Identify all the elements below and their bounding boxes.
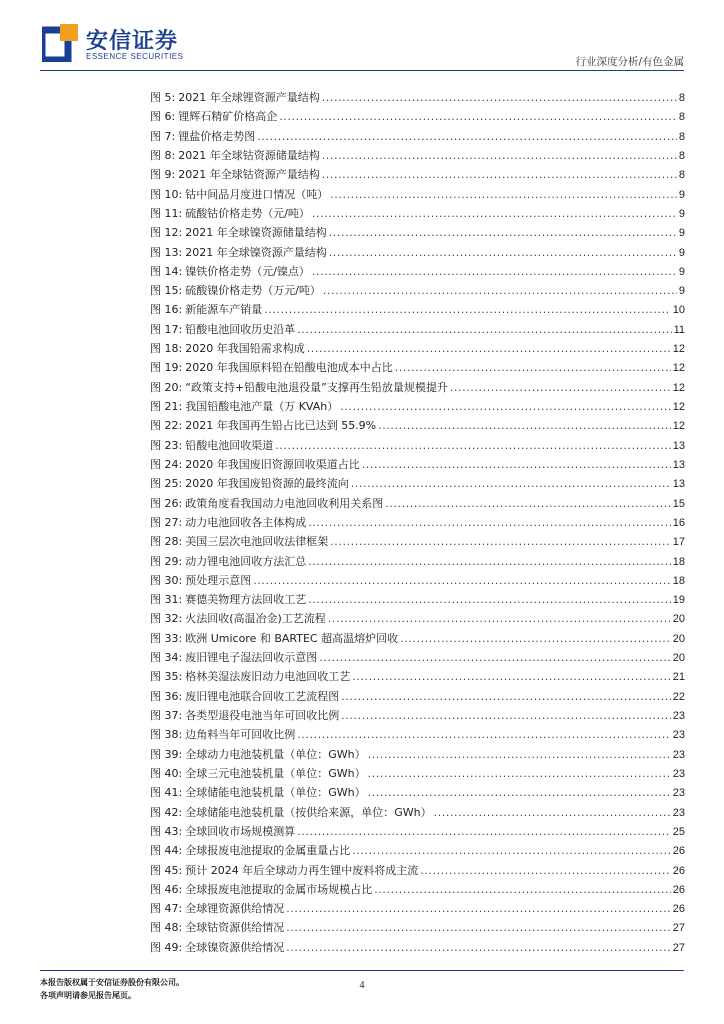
toc-entry[interactable] xyxy=(150,339,685,358)
figure-title: 锂盐价格走势图 xyxy=(178,129,256,143)
dot-leader xyxy=(378,416,671,435)
toc-entry[interactable] xyxy=(150,416,685,435)
toc-entry[interactable] xyxy=(150,223,685,242)
figure-number: 图 32: xyxy=(150,612,183,626)
figure-number: 图 45: xyxy=(150,863,183,877)
figure-number: 图 5: xyxy=(150,91,176,104)
figure-page-number: 8 xyxy=(678,149,685,162)
figure-title: 全球回收市场规模测算 xyxy=(185,824,296,838)
figure-title: 2020 年我国废旧资源回收渠道占比 xyxy=(185,457,360,471)
figure-number: 图 29: xyxy=(150,554,183,568)
dot-leader xyxy=(297,822,671,841)
figure-number: 图 42: xyxy=(150,805,183,819)
toc-entry[interactable] xyxy=(150,609,685,628)
dot-leader xyxy=(312,204,677,223)
figure-page-number: 9 xyxy=(678,246,685,259)
figure-page-number: 22 xyxy=(672,690,685,703)
dot-leader xyxy=(257,127,677,146)
company-logo xyxy=(42,24,222,66)
toc-entry[interactable] xyxy=(150,803,685,822)
toc-entry[interactable] xyxy=(150,513,685,532)
dot-leader xyxy=(297,320,671,339)
figure-title: 2020 年我国废铅资源的最终流向 xyxy=(185,477,349,491)
disclaimer-notice: 各项声明请参见报告尾页。 xyxy=(40,991,136,1000)
figure-title: 全球动力电池装机量（单位：GWh） xyxy=(185,747,366,761)
page-number: 4 xyxy=(359,980,365,991)
toc-entry[interactable] xyxy=(150,281,685,300)
figure-page-number: 25 xyxy=(672,825,685,838)
figure-number: 图 28: xyxy=(150,535,183,549)
toc-entry[interactable] xyxy=(150,436,685,455)
dot-leader xyxy=(275,436,671,455)
figure-page-number: 23 xyxy=(672,729,685,742)
figure-page-number: 27 xyxy=(672,922,685,935)
dot-leader xyxy=(374,880,671,899)
figure-page-number: 9 xyxy=(678,285,685,298)
figure-title: 锂辉石精矿价格高企 xyxy=(178,110,278,124)
dot-leader xyxy=(362,455,671,474)
figure-number: 图 26: xyxy=(150,496,183,510)
figure-title: 铅酸电池回收渠道 xyxy=(185,438,274,452)
figure-number: 图 49: xyxy=(150,940,183,954)
figure-number: 图 14: xyxy=(150,264,183,278)
dot-leader xyxy=(307,339,671,358)
dot-leader xyxy=(400,629,671,648)
dot-leader xyxy=(312,262,677,281)
toc-entry[interactable] xyxy=(150,474,685,493)
figure-number: 图 46: xyxy=(150,882,183,896)
figure-page-number: 20 xyxy=(672,632,685,645)
figure-page-number: 23 xyxy=(672,710,685,722)
figure-title: 2021 年我国再生铅占比已达到 55.9% xyxy=(185,419,377,433)
figure-number: 图 47: xyxy=(150,902,183,916)
figure-page-number: 26 xyxy=(672,883,685,896)
toc-entry[interactable] xyxy=(150,899,685,918)
figure-number: 图 24: xyxy=(150,457,183,471)
figure-number: 图 22: xyxy=(150,419,183,433)
figure-title: 2021 年全球镍资源储量结构 xyxy=(185,226,327,240)
figure-number: 图 31: xyxy=(150,593,183,607)
figure-page-number: 9 xyxy=(678,227,685,240)
figure-page-number: 12 xyxy=(672,420,685,433)
figure-page-number: 23 xyxy=(672,767,685,780)
copyright-notice: 本报告版权属于安信证券股份有限公司。 xyxy=(40,978,184,987)
figure-number: 图 17: xyxy=(150,322,183,336)
brand-name-en: ESSENCE SECURITIES xyxy=(86,52,184,61)
dot-leader xyxy=(319,648,671,667)
figure-number: 图 43: xyxy=(150,824,183,838)
figure-title: 欧洲 Umicore 和 BARTEC 超高温熔炉回收 xyxy=(185,631,399,645)
figure-number: 图 15: xyxy=(150,284,183,298)
toc-entry[interactable] xyxy=(150,185,685,204)
figure-page-number: 20 xyxy=(672,652,685,665)
figure-title: 新能源车产销量 xyxy=(185,303,263,317)
dot-leader xyxy=(352,667,671,686)
figure-title: 硫酸钴价格走势（元/吨） xyxy=(185,206,310,220)
figure-number: 图 38: xyxy=(150,728,183,742)
figure-page-number: 20 xyxy=(672,613,685,626)
figure-title: 全球钴资源供给情况 xyxy=(185,921,285,935)
figure-page-number: 12 xyxy=(672,381,685,394)
figure-title: 美国三层次电池回收法律框架 xyxy=(185,535,329,549)
dot-leader xyxy=(308,552,671,571)
figure-page-number: 11 xyxy=(673,323,685,336)
dot-leader xyxy=(328,609,671,628)
figure-title: 2021 年全球钴资源储量结构 xyxy=(178,148,320,162)
figure-number: 图 20: xyxy=(150,380,183,394)
figure-page-number: 13 xyxy=(672,458,685,471)
toc-entry[interactable] xyxy=(150,378,685,397)
figure-page-number: 26 xyxy=(672,845,685,858)
figure-title: 预处理示意图 xyxy=(185,573,252,587)
dot-leader xyxy=(322,146,677,165)
figure-number: 图 9: xyxy=(150,168,176,182)
figure-title: 全球锂资源供给情况 xyxy=(185,902,285,916)
figure-number: 图 35: xyxy=(150,670,183,684)
toc-entry[interactable] xyxy=(150,107,685,126)
toc-entry[interactable] xyxy=(150,667,685,686)
report-category: 行业深度分析/有色金属 xyxy=(575,56,684,68)
figure-page-number: 13 xyxy=(672,478,685,491)
dot-leader xyxy=(368,764,671,783)
figure-number: 图 41: xyxy=(150,786,183,800)
dot-leader xyxy=(297,725,671,744)
toc-entry[interactable] xyxy=(150,629,685,648)
dot-leader xyxy=(286,938,671,957)
logo-mark-icon xyxy=(42,24,78,62)
figure-page-number: 23 xyxy=(672,787,685,800)
figure-title: 全球储能电池装机量（单位：GWh） xyxy=(185,786,366,800)
figure-number: 图 23: xyxy=(150,438,183,452)
figure-number: 图 8: xyxy=(150,148,176,162)
figure-number: 图 10: xyxy=(150,187,183,201)
toc-entry[interactable] xyxy=(150,861,685,880)
figure-number: 图 7: xyxy=(150,129,176,143)
dot-leader xyxy=(341,687,671,706)
toc-entry[interactable] xyxy=(150,783,685,802)
figure-number: 图 48: xyxy=(150,921,183,935)
figure-page-number: 8 xyxy=(678,130,685,143)
dot-leader xyxy=(323,281,677,300)
dot-leader xyxy=(395,358,671,377)
toc-entry[interactable] xyxy=(150,706,685,725)
figure-page-number: 12 xyxy=(672,343,685,356)
dot-leader xyxy=(450,378,671,397)
figure-title: 我国铅酸电池产量（万 KVAh） xyxy=(185,400,339,413)
toc-entry[interactable] xyxy=(150,841,685,860)
figure-number: 图 16: xyxy=(150,303,183,317)
figure-page-number: 23 xyxy=(672,748,685,761)
figure-page-number: 16 xyxy=(672,516,685,529)
figure-title: 2020 年我国铅需求构成 xyxy=(185,342,305,356)
figure-title: 赛德美物理方法回收工艺 xyxy=(185,593,307,607)
toc-entry[interactable] xyxy=(150,687,685,706)
figure-title: 各类型退役电池当年可回收比例 xyxy=(185,709,340,722)
figure-title: 2020 年我国原料铅在铅酸电池成本中占比 xyxy=(185,361,393,375)
toc-entry[interactable] xyxy=(150,127,685,146)
dot-leader xyxy=(352,841,671,860)
figure-number: 图 19: xyxy=(150,361,183,375)
figure-page-number: 18 xyxy=(672,574,685,587)
toc-entry[interactable] xyxy=(150,455,685,474)
figure-number: 图 12: xyxy=(150,226,183,240)
dot-leader xyxy=(308,590,671,609)
figure-number: 图 27: xyxy=(150,515,183,529)
dot-leader xyxy=(420,861,671,880)
figure-number: 图 30: xyxy=(150,573,183,587)
figure-number: 图 6: xyxy=(150,110,176,124)
figure-title: 铅酸电池回收历史沿革 xyxy=(185,322,296,336)
figure-page-number: 9 xyxy=(678,188,685,201)
figure-page-number: 21 xyxy=(672,671,685,684)
figure-title: 废旧锂电子湿法回收示意图 xyxy=(185,651,318,665)
figure-number: 图 18: xyxy=(150,342,183,356)
figure-number: 图 13: xyxy=(150,245,183,259)
dot-leader xyxy=(368,783,671,802)
dot-leader xyxy=(264,300,671,319)
figure-title: 全球储能电池装机量（按供给来源，单位：GWh） xyxy=(185,805,432,819)
dot-leader xyxy=(341,706,671,725)
figure-number: 图 25: xyxy=(150,477,183,491)
dot-leader xyxy=(351,474,671,493)
toc-entry[interactable] xyxy=(150,146,685,165)
dot-leader xyxy=(286,899,671,918)
figure-number: 图 40: xyxy=(150,766,183,780)
figure-title: 硫酸镍价格走势（万元/吨） xyxy=(185,284,321,298)
dot-leader xyxy=(322,88,677,107)
header-divider xyxy=(40,70,684,71)
brand-name-cn: 安信证券 xyxy=(86,29,179,54)
figure-title: 全球报废电池提取的金属市场规模占比 xyxy=(185,882,373,896)
toc-entry[interactable] xyxy=(150,590,685,609)
toc-entry[interactable] xyxy=(150,88,685,107)
figure-title: 废旧锂电池联合回收工艺流程图 xyxy=(185,689,340,703)
figure-title: 动力锂电池回收方法汇总 xyxy=(185,554,307,568)
figure-title: 钴中间品月度进口情况（吨） xyxy=(185,187,329,201)
toc-entry[interactable] xyxy=(150,397,685,416)
figure-page-number: 12 xyxy=(672,401,685,413)
dot-leader xyxy=(340,397,671,416)
toc-entry[interactable] xyxy=(150,300,685,319)
dot-leader xyxy=(322,165,677,184)
figure-page-number: 17 xyxy=(672,536,685,549)
toc-entry[interactable] xyxy=(150,204,685,223)
figure-number: 图 36: xyxy=(150,689,183,703)
figure-page-number: 8 xyxy=(678,111,685,124)
figure-title: 格林美湿法废旧动力电池回收工艺 xyxy=(185,670,351,684)
figure-title: 2021 年全球钴资源产量结构 xyxy=(178,168,320,182)
dot-leader xyxy=(368,745,671,764)
dot-leader xyxy=(330,532,671,551)
toc-entry[interactable] xyxy=(150,938,685,957)
toc-entry[interactable] xyxy=(150,648,685,667)
figure-title: “政策支持+铅酸电池退役量”支撑再生铅放量规模提升 xyxy=(185,380,448,394)
figure-number: 图 37: xyxy=(150,709,183,722)
toc-entry[interactable] xyxy=(150,571,685,590)
footer-divider xyxy=(40,970,684,971)
page-header xyxy=(0,0,724,70)
toc-entry[interactable] xyxy=(150,725,685,744)
dot-leader xyxy=(385,494,671,513)
figure-list xyxy=(150,88,685,957)
figure-title: 动力电池回收各主体构成 xyxy=(185,515,307,529)
toc-entry[interactable] xyxy=(150,243,685,262)
dot-leader xyxy=(330,185,677,204)
toc-entry[interactable] xyxy=(150,822,685,841)
figure-title: 全球镍资源供给情况 xyxy=(185,940,285,954)
figure-number: 图 44: xyxy=(150,844,183,858)
figure-title: 全球报废电池提取的金属重量占比 xyxy=(185,844,351,858)
dot-leader xyxy=(434,803,671,822)
toc-entry[interactable] xyxy=(150,494,685,513)
dot-leader xyxy=(253,571,671,590)
dot-leader xyxy=(308,513,671,532)
figure-page-number: 9 xyxy=(678,207,685,220)
toc-entry[interactable] xyxy=(150,165,685,184)
dot-leader xyxy=(279,107,677,126)
figure-title: 全球三元电池装机量（单位：GWh） xyxy=(185,766,366,780)
figure-page-number: 15 xyxy=(672,497,685,510)
toc-entry[interactable] xyxy=(150,532,685,551)
toc-entry[interactable] xyxy=(150,320,685,339)
figure-page-number: 27 xyxy=(672,941,685,954)
figure-title: 预计 2024 年后全球动力再生锂中废料将成主流 xyxy=(185,863,419,877)
figure-number: 图 33: xyxy=(150,631,183,645)
figure-page-number: 18 xyxy=(672,555,685,568)
figure-title: 火法回收(高温冶金)工艺流程 xyxy=(185,612,326,626)
figure-number: 图 11: xyxy=(150,206,183,220)
figure-number: 图 34: xyxy=(150,651,183,665)
toc-entry[interactable] xyxy=(150,764,685,783)
figure-title: 边角料当年可回收比例 xyxy=(185,728,296,742)
figure-page-number: 8 xyxy=(678,169,685,182)
figure-page-number: 26 xyxy=(672,903,685,916)
dot-leader xyxy=(329,223,677,242)
figure-title: 2021 年全球锂资源产量结构 xyxy=(178,91,320,104)
figure-number: 图 39: xyxy=(150,747,183,761)
figure-title: 政策角度看我国动力电池回收利用关系图 xyxy=(185,496,384,510)
figure-number: 图 21: xyxy=(150,400,183,413)
figure-title: 镍铁价格走势（元/镍点） xyxy=(185,264,310,278)
figure-page-number: 23 xyxy=(672,806,685,819)
figure-page-number: 9 xyxy=(678,265,685,278)
toc-entry[interactable] xyxy=(150,552,685,571)
toc-entry[interactable] xyxy=(150,358,685,377)
figure-page-number: 10 xyxy=(672,304,685,317)
figure-page-number: 8 xyxy=(678,92,685,104)
figure-page-number: 19 xyxy=(672,594,685,607)
figure-page-number: 13 xyxy=(672,439,685,452)
toc-entry[interactable] xyxy=(150,918,685,937)
figure-title: 2021 年全球镍资源产量结构 xyxy=(185,245,327,259)
toc-entry[interactable] xyxy=(150,880,685,899)
dot-leader xyxy=(329,243,677,262)
toc-entry[interactable] xyxy=(150,262,685,281)
dot-leader xyxy=(286,918,671,937)
figure-page-number: 26 xyxy=(672,864,685,877)
figure-page-number: 12 xyxy=(672,362,685,375)
toc-entry[interactable] xyxy=(150,745,685,764)
